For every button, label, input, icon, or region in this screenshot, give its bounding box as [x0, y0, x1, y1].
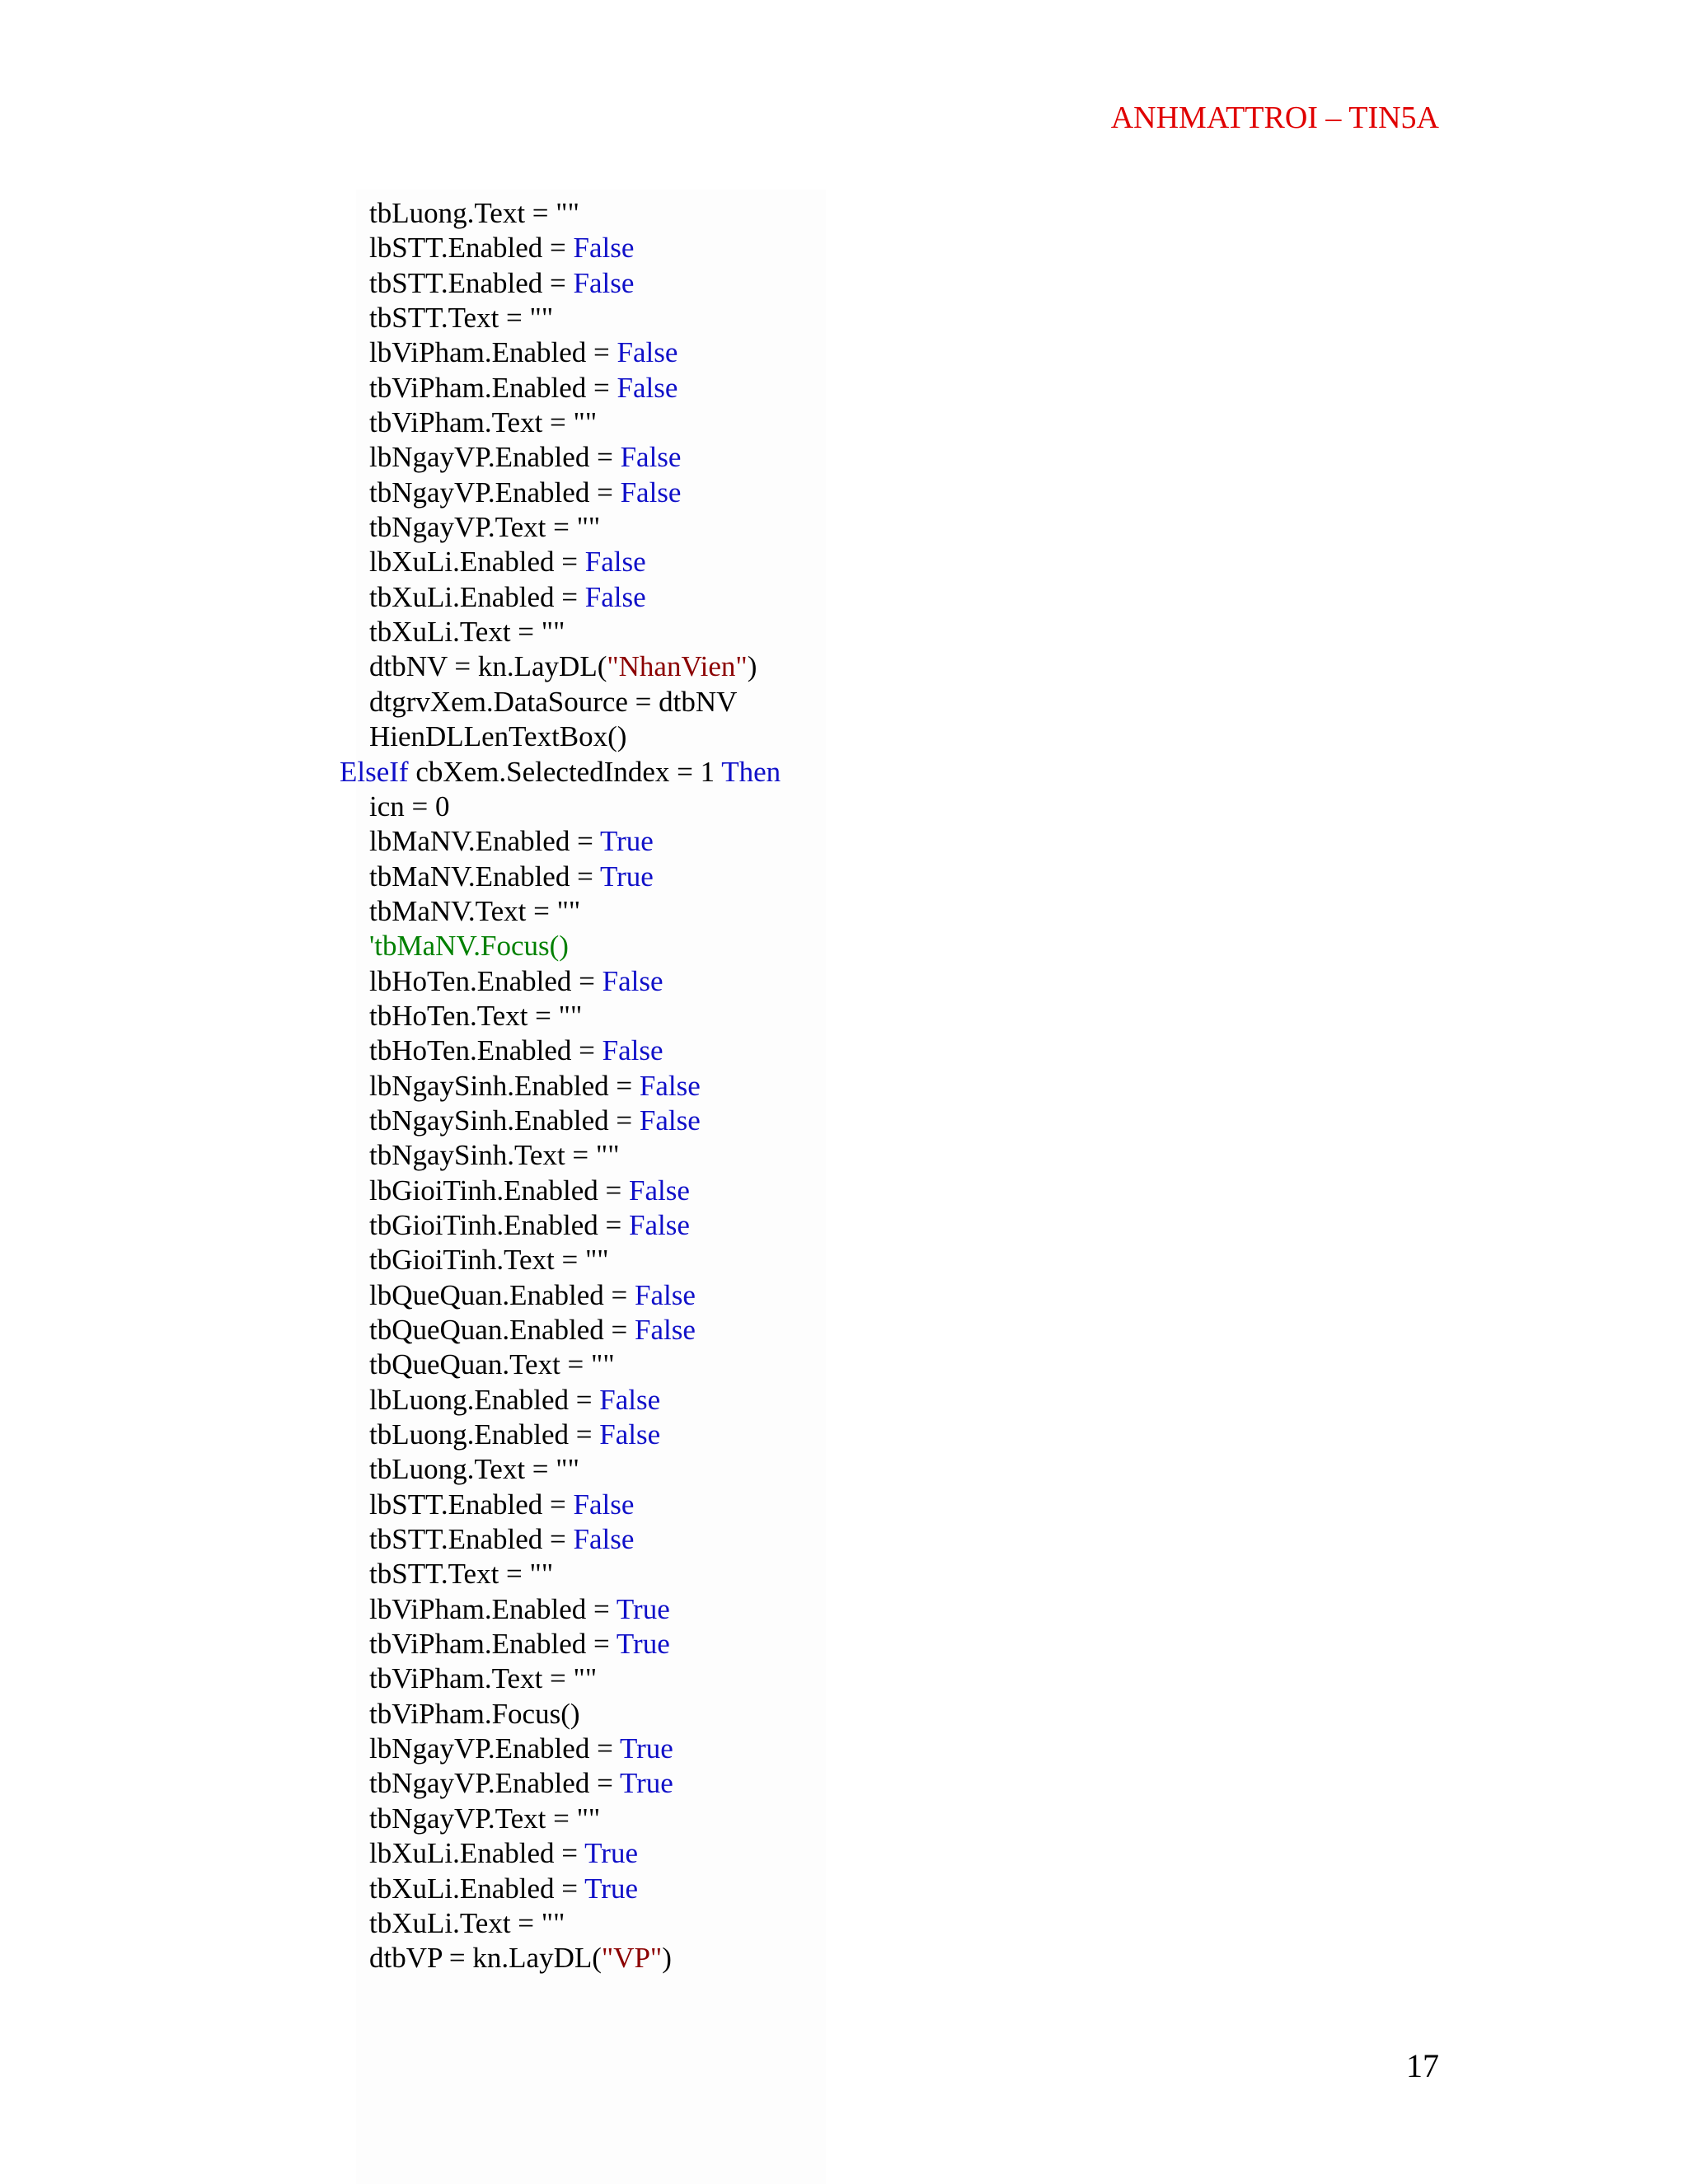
code-token-keyword: False	[639, 1069, 701, 1102]
page-number: 17	[1406, 2047, 1439, 2084]
code-token-plain: tbNgayVP.Text = ""	[369, 1802, 601, 1835]
code-token-plain: lbSTT.Enabled =	[369, 232, 574, 265]
code-token-plain: tbNgaySinh.Enabled =	[369, 1104, 640, 1137]
code-token-keyword: False	[573, 1523, 635, 1556]
code-token-plain: cbXem.SelectedIndex = 1	[408, 755, 722, 788]
code-token-plain: tbHoTen.Enabled =	[369, 1034, 603, 1067]
code-token-keyword: False	[628, 1208, 690, 1241]
code-token-keyword: False	[573, 266, 635, 299]
code-token-plain: tbQueQuan.Text = ""	[369, 1348, 615, 1381]
code-line	[340, 1836, 1411, 1871]
page-header: ANHMATTROI – TIN5A	[1110, 101, 1439, 135]
code-token-keyword: False	[599, 1418, 661, 1451]
code-line	[340, 1174, 1411, 1208]
code-token-plain: tbGioiTinh.Enabled =	[369, 1208, 629, 1241]
code-line	[340, 1872, 1411, 1906]
code-line	[340, 335, 1411, 370]
code-line	[340, 1802, 1411, 1836]
code-token-keyword: True	[599, 825, 654, 858]
code-token-comment: 'tbMaNV.Focus()	[369, 930, 569, 963]
code-line	[340, 266, 1411, 301]
code-token-plain: tbLuong.Text = ""	[369, 197, 579, 229]
code-token-plain: )	[662, 1942, 672, 1975]
code-token-keyword: False	[620, 476, 682, 509]
code-token-keyword: True	[599, 860, 654, 893]
code-token-plain: lbMaNV.Enabled =	[369, 825, 600, 858]
code-line	[340, 1383, 1411, 1418]
code-token-plain: tbMaNV.Text = ""	[369, 894, 581, 927]
code-token-plain: HienDLLenTextBox()	[369, 720, 627, 753]
code-token-plain: dtbNV = kn.LayDL(	[369, 650, 607, 683]
code-token-keyword: True	[584, 1872, 638, 1905]
code-line	[340, 1766, 1411, 1801]
code-line	[340, 371, 1411, 405]
code-token-plain: lbSTT.Enabled =	[369, 1488, 574, 1521]
code-line	[340, 1906, 1411, 1941]
code-line	[340, 755, 1411, 790]
code-token-plain: tbNgayVP.Enabled =	[369, 1767, 620, 1800]
code-token-keyword: False	[584, 580, 646, 613]
code-token-plain: tbXuLi.Text = ""	[369, 1906, 565, 1939]
code-token-plain: tbQueQuan.Enabled =	[369, 1314, 635, 1346]
code-token-plain: tbMaNV.Enabled =	[369, 860, 600, 893]
code-line	[340, 545, 1411, 579]
code-token-keyword: False	[617, 336, 678, 369]
code-token-plain: lbLuong.Enabled =	[369, 1383, 600, 1416]
code-token-plain: tbSTT.Enabled =	[369, 1523, 574, 1556]
code-line	[340, 860, 1411, 894]
code-token-keyword: False	[635, 1278, 696, 1311]
code-token-string: "NhanVien"	[607, 650, 748, 683]
code-line	[340, 1069, 1411, 1104]
code-token-keyword: False	[599, 1383, 661, 1416]
code-token-plain: tbNgayVP.Text = ""	[369, 511, 601, 544]
code-token-plain: lbXuLi.Enabled =	[369, 546, 585, 579]
code-token-plain: )	[747, 650, 757, 683]
code-token-keyword: True	[584, 1837, 638, 1870]
code-line	[340, 790, 1411, 824]
code-token-plain: dtgrvXem.DataSource = dtbNV	[369, 685, 738, 718]
code-line	[340, 1627, 1411, 1661]
code-line	[340, 824, 1411, 859]
code-line	[340, 1347, 1411, 1382]
code-token-plain: lbXuLi.Enabled =	[369, 1837, 585, 1870]
code-token-keyword: False	[602, 1034, 663, 1067]
code-line	[340, 1522, 1411, 1557]
code-token-keyword: False	[617, 371, 678, 404]
code-line	[340, 1592, 1411, 1627]
code-token-plain: lbViPham.Enabled =	[369, 336, 617, 369]
code-line	[340, 685, 1411, 719]
code-line	[340, 894, 1411, 929]
code-line	[340, 1732, 1411, 1766]
code-token-keyword: False	[573, 232, 635, 265]
code-line	[340, 1697, 1411, 1732]
code-line	[340, 1488, 1411, 1522]
code-line	[340, 615, 1411, 649]
code-token-plain: tbGioiTinh.Text = ""	[369, 1244, 609, 1277]
code-token-plain: lbHoTen.Enabled =	[369, 964, 603, 997]
code-line	[340, 649, 1411, 684]
code-token-plain: tbSTT.Text = ""	[369, 302, 554, 335]
code-token-plain: tbHoTen.Text = ""	[369, 999, 583, 1032]
code-token-plain: tbXuLi.Enabled =	[369, 580, 585, 613]
code-token-plain: tbNgayVP.Enabled =	[369, 476, 621, 509]
code-line	[340, 1452, 1411, 1487]
code-token-keyword: True	[616, 1628, 670, 1661]
code-token-plain: lbViPham.Enabled =	[369, 1592, 617, 1625]
code-token-keyword: False	[620, 441, 682, 474]
code-token-keyword: Then	[721, 755, 781, 788]
code-token-plain: lbNgaySinh.Enabled =	[369, 1069, 640, 1102]
code-token-keyword: False	[584, 546, 646, 579]
code-line	[340, 231, 1411, 265]
code-line	[340, 196, 1411, 231]
code-line	[340, 1313, 1411, 1347]
code-line	[340, 440, 1411, 475]
code-token-plain: icn = 0	[369, 790, 450, 823]
code-token-keyword: True	[619, 1732, 673, 1765]
code-line	[340, 1661, 1411, 1696]
code-token-plain: tbXuLi.Enabled =	[369, 1872, 585, 1905]
code-line	[340, 1033, 1411, 1068]
code-token-plain: tbViPham.Enabled =	[369, 371, 617, 404]
code-line	[340, 1278, 1411, 1313]
code-token-keyword: False	[628, 1174, 690, 1207]
code-token-plain: tbViPham.Text = ""	[369, 406, 598, 439]
code-line	[340, 476, 1411, 510]
code-line	[340, 1243, 1411, 1277]
code-line	[340, 719, 1411, 754]
code-line	[340, 1557, 1411, 1591]
code-token-keyword: True	[616, 1592, 670, 1625]
code-token-plain: tbSTT.Enabled =	[369, 266, 574, 299]
code-token-plain: lbNgayVP.Enabled =	[369, 1732, 620, 1765]
code-line	[340, 1138, 1411, 1173]
code-token-keyword: False	[573, 1488, 635, 1521]
code-token-plain: tbViPham.Enabled =	[369, 1628, 617, 1661]
code-line	[340, 1941, 1411, 1975]
code-token-keyword: True	[619, 1767, 673, 1800]
code-line	[340, 580, 1411, 615]
code-line	[340, 1104, 1411, 1138]
code-token-plain: tbViPham.Focus()	[369, 1697, 580, 1730]
code-token-plain: lbGioiTinh.Enabled =	[369, 1174, 629, 1207]
code-line	[340, 1208, 1411, 1243]
code-token-plain: tbLuong.Enabled =	[369, 1418, 600, 1451]
code-line	[340, 999, 1411, 1033]
code-token-keyword: False	[602, 964, 663, 997]
code-line	[340, 1418, 1411, 1452]
code-token-plain: dtbVP = kn.LayDL(	[369, 1942, 602, 1975]
code-line	[340, 964, 1411, 999]
code-token-plain: lbNgayVP.Enabled =	[369, 441, 621, 474]
code-listing	[340, 196, 1411, 1976]
code-token-plain: tbSTT.Text = ""	[369, 1558, 554, 1591]
code-line	[340, 510, 1411, 545]
code-token-plain: tbXuLi.Text = ""	[369, 616, 565, 649]
code-token-plain: lbQueQuan.Enabled =	[369, 1278, 635, 1311]
code-line	[340, 405, 1411, 440]
code-line	[340, 301, 1411, 335]
code-token-keyword: ElseIf	[340, 755, 409, 788]
code-token-plain: tbNgaySinh.Text = ""	[369, 1139, 620, 1172]
code-token-keyword: False	[639, 1104, 701, 1137]
code-line	[340, 929, 1411, 963]
code-token-keyword: False	[635, 1314, 696, 1346]
code-token-string: "VP"	[601, 1942, 663, 1975]
code-token-plain: tbViPham.Text = ""	[369, 1662, 598, 1695]
code-token-plain: tbLuong.Text = ""	[369, 1453, 579, 1486]
